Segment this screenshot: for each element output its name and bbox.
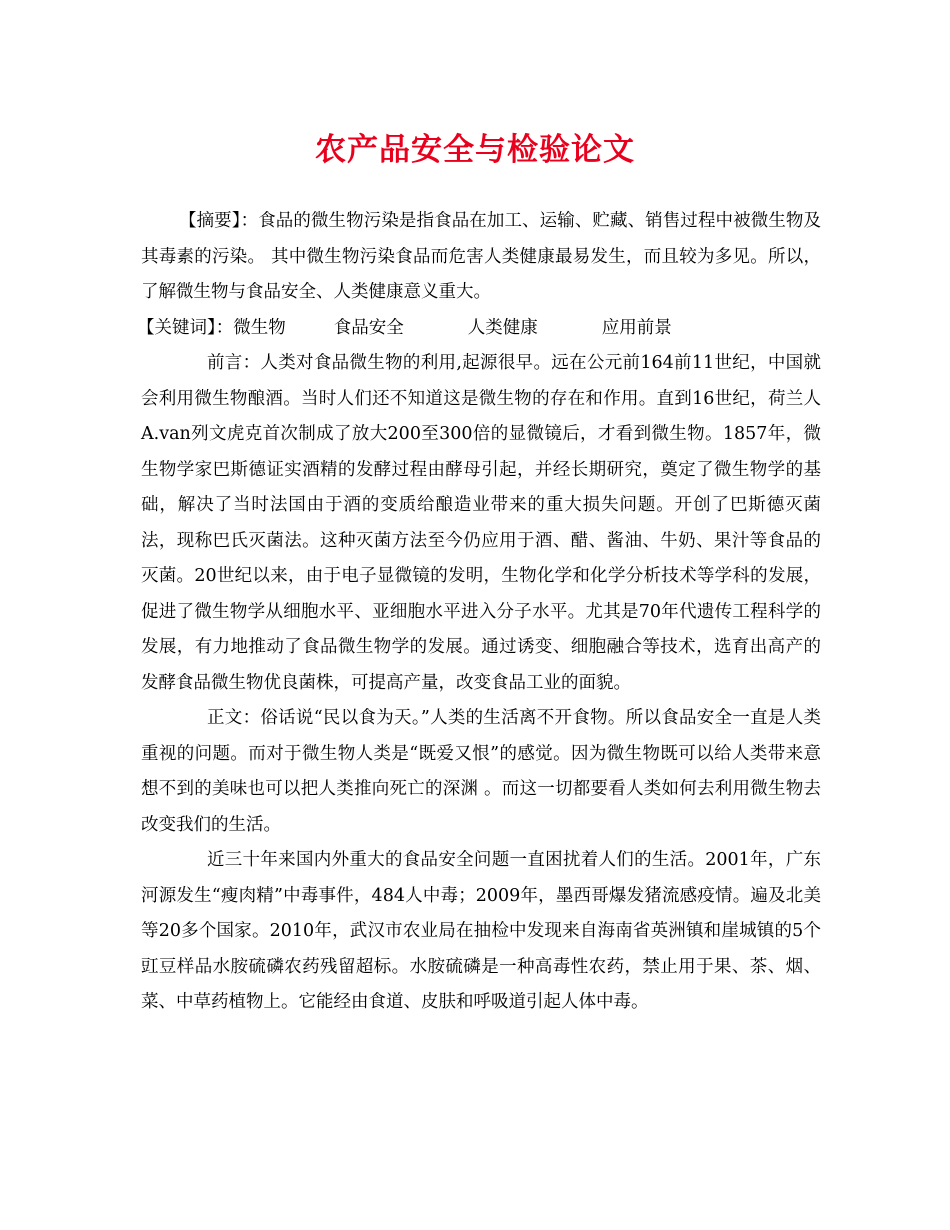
document-body [137,204,821,1021]
keyword-item: 人类健康 [467,317,538,338]
food-safety-paragraph: 近三十年来国内外重大的食品安全问题一直困扰着人们的生活。2001年，广东河源发生“瘦肉精”中毒事件，484人中毒；2009年，墨西哥爆发猪流感疫情。遍及北美等20多个国家。2010年，武汉市农业局在抽检中发现来自海南省英洲镇和崖城镇的5个豇豆样品水胺硫磷农药残留超标。水胺硫磷是一种高毒性农药，禁止用于果、茶、烟、菜、中草药植物上。它能经由食道、皮肤和呼吸道引起人体中毒。 [141,850,821,1012]
keywords-row [137,311,821,347]
keywords-label: 【关键词】： [137,317,234,338]
document-title: 农产品安全与检验论文 [315,132,635,168]
main-text-paragraph: 正文：俗话说“民以食为天。”人类的生活离不开食物。所以食品安全一直是人类重视的问题。而对于微生物人类是“既爱又恨”的感觉。因为微生物既可以给人类带来意想不到的美味也可以把人类推向死亡的深渊 。而这一切都要看人类如何去利用微生物去改变我们的生活。 [141,708,821,835]
preface-paragraph: 前言：人类对食品微生物的利用,起源很早。远在公元前164前11世纪，中国就会利用微生物酿酒。当时人们还不知道这是微生物的存在和作用。直到16世纪，荷兰人A.van列文虎克首次制成了放大200至300倍的显微镜后，才看到微生物。1857年，微生物学家巴斯德证实酒精的发酵过程由酵母引起，并经长期研究，奠定了微生物学的基础，解决了当时法国由于酒的变质给酿造业带来的重大损失问题。开创了巴斯德灭菌法，现称巴氏灭菌法。这种灭菌方法至今仍应用于酒、醋、酱油、牛奶、果汁等食品的灭菌。20世纪以来，由于电子显微镜的发明，生物化学和化学分析技术等学科的发展，促进了微生物学从细胞水平、亚细胞水平进入分子水平。尤其是70年代遗传工程科学的发展，有力地推动了食品微生物学的发展。通过诱变、细胞融合等技术，选育出高产的发酵食品微生物优良菌株，可提高产量，改变食品工业的面貌。 [141,353,821,693]
keyword-item: 应用前景 [601,317,672,338]
keyword-item: 食品安全 [333,317,404,338]
abstract-paragraph: 【摘要】：食品的微生物污染是指食品在加工、运输、贮藏、销售过程中被微生物及其毒素的污染。 其中微生物污染食品而危害人类健康最易发生，而且较为多见。所以，了解微生物与食品安全、人类健康意义重大。 [141,211,821,302]
keyword-item: 微生物 [233,317,286,338]
